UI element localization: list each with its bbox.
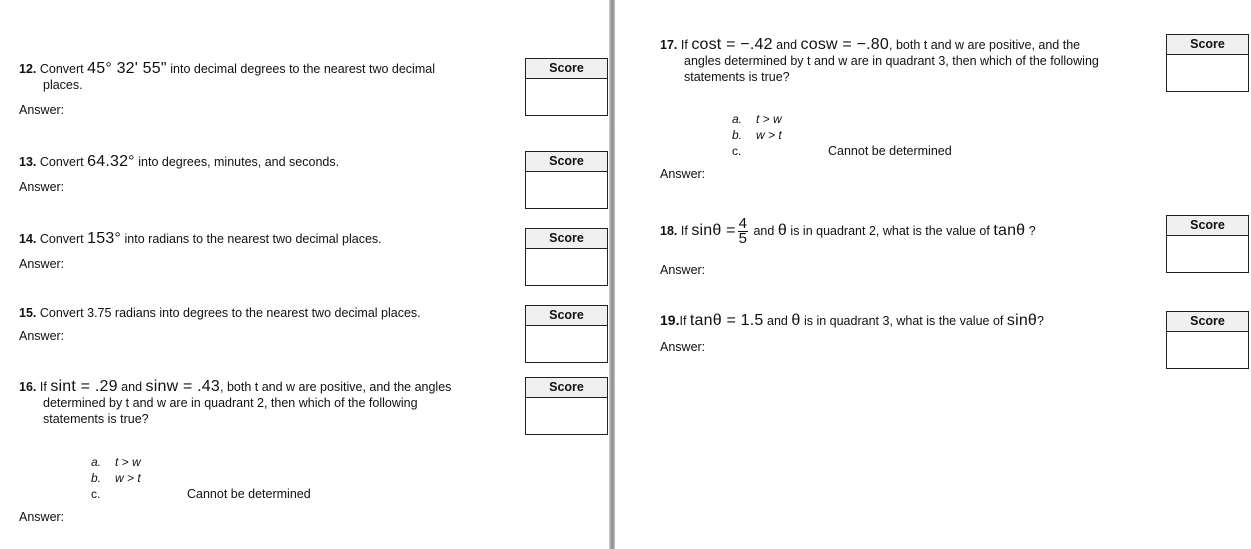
answer-label: Answer: (19, 103, 65, 117)
score-header: Score (526, 152, 607, 172)
page-divider (609, 0, 615, 549)
math-expression: tanθ (993, 221, 1026, 239)
score-box-15[interactable] (525, 305, 608, 363)
question-text: , both t and w are positive, and the angles (220, 380, 452, 394)
option-text: Cannot be determined (828, 144, 952, 158)
math-expression: sinθ = (691, 221, 736, 239)
question-19 (660, 312, 1044, 329)
math-expression: cost = −.42 (691, 36, 773, 53)
question-text: Convert (39, 232, 84, 246)
fraction-denominator: 5 (738, 230, 747, 247)
theta-symbol: θ (777, 221, 787, 239)
question-text: Convert (39, 155, 84, 169)
option-b (91, 471, 141, 485)
question-text-line3: statements is true? (43, 412, 149, 426)
option-a (732, 112, 782, 126)
question-text-line2: determined by t and w are in quadrant 2, then which of the following (43, 396, 418, 410)
math-expression: sinθ (1006, 312, 1038, 329)
question-text: If (680, 38, 688, 52)
score-header: Score (1167, 312, 1248, 332)
question-number: 18. (660, 223, 678, 238)
question-text: into degrees, minutes, and seconds. (138, 155, 340, 169)
question-18 (660, 217, 1036, 253)
question-number: 19. (660, 312, 680, 328)
question-text: If (680, 223, 688, 238)
question-17 (660, 37, 1099, 85)
question-number: 16. (19, 380, 37, 394)
question-text: and (776, 38, 798, 52)
question-text: and (753, 223, 775, 238)
question-13 (19, 154, 339, 170)
answer-label: Answer: (660, 167, 706, 181)
question-number: 14. (19, 232, 37, 246)
question-text: Convert 3.75 radians into degrees to the nearest two decimal places. (39, 306, 421, 320)
option-a (91, 455, 141, 469)
question-text: into decimal degrees to the nearest two decimal (170, 62, 435, 76)
answer-label: Answer: (19, 257, 65, 271)
option-label: c. (732, 144, 742, 158)
score-box-12[interactable] (525, 58, 608, 116)
question-number: 15. (19, 306, 37, 320)
question-text-line2: angles determined by t and w are in quadrant 3, then which of the following (684, 54, 1099, 68)
question-mark: ? (1028, 223, 1036, 238)
answer-label: Answer: (19, 180, 65, 194)
fraction-numerator: 4 (738, 215, 747, 232)
score-header: Score (526, 229, 607, 249)
question-number: 17. (660, 38, 678, 52)
question-text: and (767, 314, 788, 328)
question-text: is in quadrant 3, what is the value of (803, 314, 1004, 328)
question-15 (19, 305, 421, 321)
math-expression: 45° 32' 55" (87, 60, 167, 77)
option-c (91, 487, 311, 501)
question-text-line2: places. (43, 78, 83, 92)
question-text: If (39, 380, 47, 394)
answer-label: Answer: (19, 329, 65, 343)
option-label: b. (732, 128, 743, 142)
math-expression: sint = .29 (50, 378, 118, 395)
option-b (732, 128, 782, 142)
question-number: 13. (19, 155, 37, 169)
math-expression: 153° (87, 230, 122, 247)
math-expression: sinw = .43 (145, 378, 220, 395)
option-label: b. (91, 471, 102, 485)
math-expression: cosw = −.80 (800, 36, 889, 53)
score-header: Score (526, 378, 607, 398)
question-mark: ? (1037, 314, 1044, 328)
score-header: Score (1167, 35, 1248, 55)
question-text: and (121, 380, 143, 394)
question-number: 12. (19, 62, 37, 76)
question-text: If (679, 314, 687, 328)
score-header: Score (526, 59, 607, 79)
score-box-16[interactable] (525, 377, 608, 435)
math-expression: tanθ = 1.5 (689, 312, 764, 329)
option-label: c. (91, 487, 101, 501)
question-text: into radians to the nearest two decimal places. (124, 232, 382, 246)
question-14 (19, 231, 382, 247)
score-header: Score (1167, 216, 1248, 236)
question-text: is in quadrant 2, what is the value of (790, 223, 990, 238)
score-box-17[interactable] (1166, 34, 1249, 92)
option-label: a. (91, 455, 102, 469)
score-header: Score (526, 306, 607, 326)
score-box-13[interactable] (525, 151, 608, 209)
option-text: w > t (115, 471, 141, 485)
option-text: t > w (115, 455, 141, 469)
option-label: a. (732, 112, 743, 126)
question-text-line3: statements is true? (684, 70, 790, 84)
question-12 (19, 61, 435, 93)
math-expression: 64.32° (87, 153, 135, 170)
answer-label: Answer: (660, 340, 706, 354)
fraction (738, 217, 748, 246)
question-16 (19, 379, 451, 427)
answer-label: Answer: (660, 263, 706, 277)
theta-symbol: θ (791, 312, 801, 329)
option-text: w > t (756, 128, 782, 142)
option-text: Cannot be determined (187, 487, 311, 501)
question-text: , both t and w are positive, and the (889, 38, 1081, 52)
score-box-14[interactable] (525, 228, 608, 286)
option-text: t > w (756, 112, 782, 126)
answer-label: Answer: (19, 510, 65, 524)
score-box-19[interactable] (1166, 311, 1249, 369)
score-box-18[interactable] (1166, 215, 1249, 273)
question-text: Convert (39, 62, 84, 76)
option-c (732, 144, 952, 158)
